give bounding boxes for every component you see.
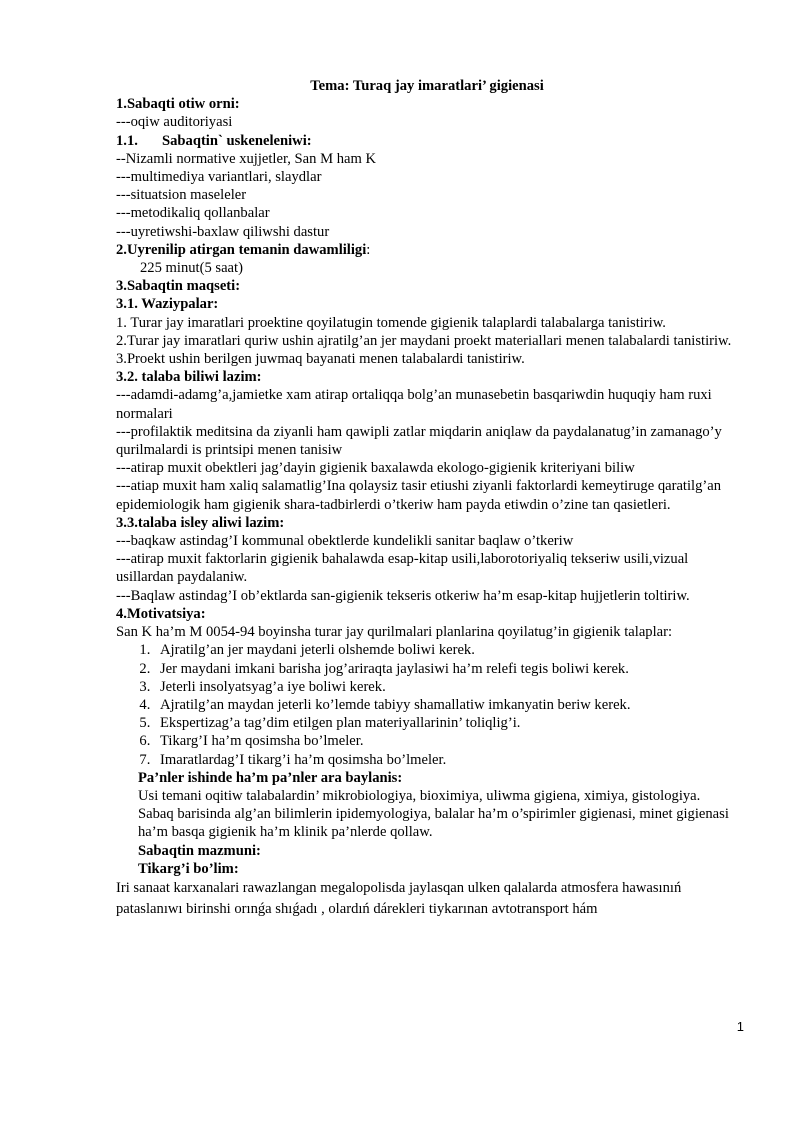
skill-item: ---Baqlaw astindag’I ob’ektlarda san-gigienik tekseris otkeriw ha’m esap-kitap hujjetlerin toltiriw. bbox=[116, 587, 690, 604]
equipment-item: ---uyretiwshi-baxlaw qiliwshi dastur bbox=[116, 223, 330, 240]
equipment-item: --Nizamli normative xujjetler, San M ham K bbox=[116, 150, 377, 167]
list-item: 1. Ajratilg’an jer maydani jeterli olshemde boliwi kerek. bbox=[154, 641, 738, 659]
knowledge-item: ---adamdi-adamg’a,jamietke xam atirap ortaliqqa bolg’an munasebetin basqariwdin huquqiy ham ruxi normalari bbox=[116, 387, 712, 422]
document-title: Tema: Turaq jay imaratlari’ gigienasi bbox=[310, 78, 544, 94]
interdisciplinary-heading: Pa’nler ishinde ha’m pa’nler ara baylanis: bbox=[138, 769, 403, 786]
equipment-item: ---metodikaliq qollanbalar bbox=[116, 205, 270, 222]
section-2-title: 2.Uyrenilip atirgan temanin dawamliligi bbox=[116, 241, 367, 258]
main-part-heading: Tikarg’i bo’lim: bbox=[138, 860, 239, 877]
list-item: 3. Jeterli insolyatsyag’a iye boliwi kerek. bbox=[154, 678, 738, 696]
section-1-1-heading bbox=[116, 132, 738, 150]
list-item: 2. Jer maydani imkani barisha jog’ariraqta jaylasiwi ha’m relefi tegis boliwi kerek. bbox=[154, 660, 738, 678]
final-paragraph: Iri sanaat karxanalari rawazlangan megalopolisda jaylasqan ulken qalalarda atmosfera hawasınıń pataslanıwı birinshi orınǵa shıǵadı , olardıń dárekleri tiykarınan avtotransport hám bbox=[116, 879, 682, 917]
requirements-list bbox=[116, 641, 738, 768]
list-item: 5. Ekspertizag’a tag’dim etilgen plan materiyallarinin’ toliqlig’i. bbox=[154, 714, 738, 732]
section-4-intro: San K ha’m M 0054-94 boyinsha turar jay qurilmalari planlarina qoyilatug’in gigienik talaplar: bbox=[116, 624, 673, 641]
skill-item: ---baqkaw astindag’I kommunal obektlerde kundelikli sanitar baqlaw o’tkeriw bbox=[116, 533, 574, 550]
section-1-1-number: 1.1. bbox=[116, 132, 138, 149]
page-number: 1 bbox=[736, 1019, 744, 1034]
task-item: 1. Turar jay imaratlari proektine qoyilatugin tomende gigienik talaplardi talabalarga tanistiriw. bbox=[116, 314, 666, 331]
equipment-item: ---multimediya variantlari, slaydlar bbox=[116, 169, 322, 186]
section-4-heading: 4.Motivatsiya: bbox=[116, 605, 206, 622]
section-2-colon: : bbox=[366, 241, 371, 258]
interdisciplinary-paragraph: Sabaq barisinda alg’an bilimlerin ipidemyologiya, balalar ha’m o’spirimler gigienasi, minet gigienasi ha’m basqa gigienik ha’m klinik pa’nlerde qollaw. bbox=[138, 806, 729, 841]
task-item: 3.Proekt ushin berilgen juwmaq bayanati menen talabalardi tanistiriw. bbox=[116, 351, 525, 368]
list-item: 7. Imaratlardag’I tikarg’i ha’m qosimsha bo’lmeler. bbox=[154, 751, 738, 769]
knowledge-item: ---atiap muxit ham xaliq salamatlig’Ina qolaysiz tasir etiushi ziyanli faktorlardi kemeytiruge qaratilg’an epidemiologik ham gigienik shara-tadbirlerdi o’tkeriw ham payda etiwdin o’zine tan qasietleri. bbox=[116, 478, 722, 513]
list-item: 6. Tikarg’I ha’m qosimsha bo’lmeler. bbox=[154, 732, 738, 750]
section-1-heading: 1.Sabaqti otiw orni: bbox=[116, 96, 240, 113]
section-3-heading: 3.Sabaqtin maqseti: bbox=[116, 278, 241, 295]
task-item: 2.Turar jay imaratlari quriw ushin ajratilg’an jer maydani proekt materiallari menen talabalardi tanistiriw. bbox=[116, 332, 732, 349]
section-2-duration: 225 minut(5 saat) bbox=[140, 260, 243, 277]
knowledge-item: ---atirap muxit obektleri jag’dayin gigienik baxalawda ekologo-gigienik kriteriyani biliw bbox=[116, 460, 635, 477]
section-2-heading bbox=[116, 241, 738, 259]
interdisciplinary-paragraph: Usi temani oqitiw talabalardin’ mikrobiologiya, bioximiya, uliwma gigiena, ximiya, gistologiya. bbox=[138, 787, 701, 804]
section-3-2-heading: 3.2. talaba biliwi lazim: bbox=[116, 369, 262, 386]
interdisciplinary-block bbox=[116, 769, 738, 878]
knowledge-item: ---profilaktik meditsina da ziyanli ham qawipli zatlar miqdarin aniqlaw da paydalanatug’in zamanago’y qurilmalardi is printsipi menen tanisiw bbox=[116, 423, 722, 459]
document-content bbox=[116, 77, 738, 920]
equipment-item: ---situatsion maseleler bbox=[116, 187, 247, 204]
section-1-text: ---oqiw auditoriyasi bbox=[116, 114, 233, 131]
section-3-1-heading: 3.1. Waziypalar: bbox=[116, 296, 219, 313]
content-heading: Sabaqtin mazmuni: bbox=[138, 842, 261, 859]
section-1-1-title: Sabaqtin` uskeneleniwi: bbox=[162, 132, 312, 149]
section-3-3-heading: 3.3.talaba isley aliwi lazim: bbox=[116, 514, 285, 531]
skill-item: ---atirap muxit faktorlarin gigienik bahalawda esap-kitap usili,laborotoriyaliq tekseriw usili,vizual usillardan paydalaniw. bbox=[116, 551, 689, 586]
list-item: 4. Ajratilg’an maydan jeterli ko’lemde tabiyy shamallatiw imkanyatin beriw kerek. bbox=[154, 696, 738, 714]
